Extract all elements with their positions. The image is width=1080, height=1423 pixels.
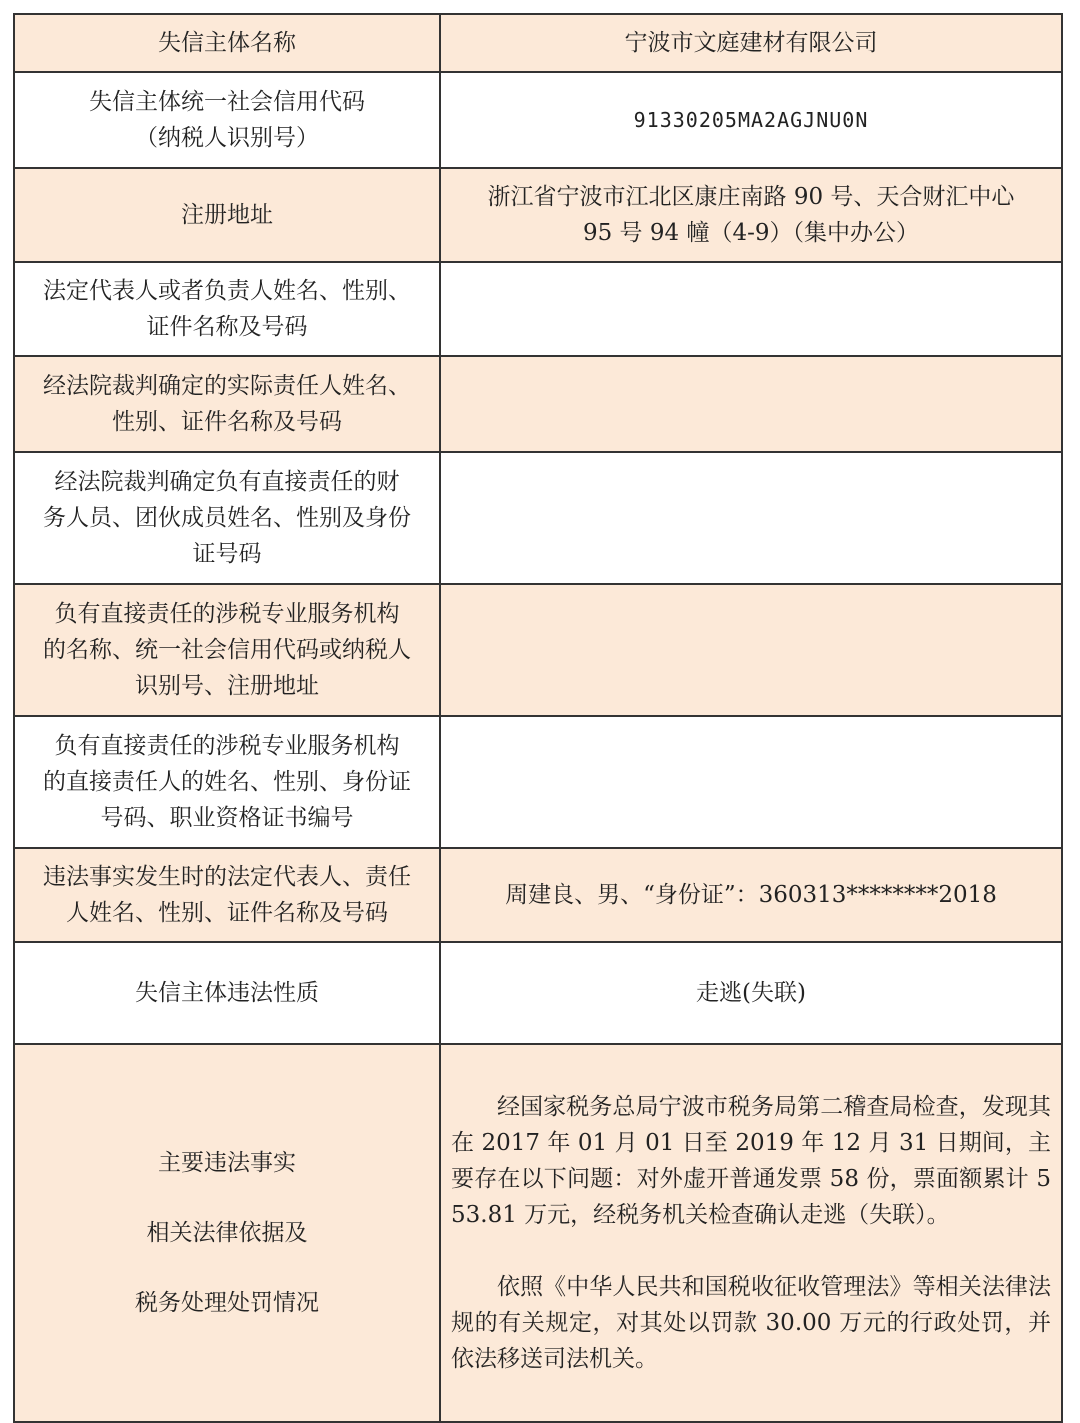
row-value-main-facts [440,1044,1062,1422]
row-value-service-agency [440,584,1062,716]
row-label-credit-code: 失信主体统一社会信用代码 （纳税人识别号） [14,72,440,168]
table-row [14,584,1062,716]
row-value-actual-responsible-person [440,356,1062,452]
row-label-main-facts [14,1044,440,1422]
table-row [14,452,1062,584]
taxpayer-info-table [13,13,1063,1423]
row-value-finance-staff [440,452,1062,584]
row-label-legal-representative: 法定代表人或者负责人姓名、性别、 证件名称及号码 [14,262,440,356]
label-main-facts: 主要违法事实 [158,1150,296,1176]
main-facts-label-group [23,1145,431,1321]
table-row [14,716,1062,848]
row-label-service-agency: 负有直接责任的涉税专业服务机构 的名称、统一社会信用代码或纳税人 识别号、注册地址 [14,584,440,716]
row-value-agency-responsible-person [440,716,1062,848]
row-value-credit-code [440,72,1062,168]
table-row [14,14,1062,72]
row-value-registered-address: 浙江省宁波市江北区康庄南路 90 号、天合财汇中心 95 号 94 幢（4-9）（集中办公） [440,168,1062,262]
row-value-violation-representative: 周建良、男、“身份证”：360313********2018 [440,848,1062,942]
row-label-agency-responsible-person: 负有直接责任的涉税专业服务机构 的直接责任人的姓名、性别、身份证 号码、职业资格证书编号 [14,716,440,848]
facts-paragraph-findings: 经国家税务总局宁波市税务局第二稽查局检查，发现其在 2017 年 01 月 01 日至 2019 年 12 月 31 日期间，主要存在以下问题：对外虚开普通发票 58 份，票面额累计 553.81 万元，经税务机关检查确认走逃（失联）。 [451,1094,1051,1228]
table-row [14,72,1062,168]
label-legal-basis: 相关法律依据及 [146,1220,308,1246]
row-label-registered-address: 注册地址 [14,168,440,262]
row-label-finance-staff: 经法院裁判确定负有直接责任的财 务人员、团伙成员姓名、性别及身份 证号码 [14,452,440,584]
label-penalty-handling: 税务处理处罚情况 [135,1290,319,1316]
table-row-facts [14,1044,1062,1422]
row-label-violation-nature: 失信主体违法性质 [14,942,440,1044]
credit-code-text: 91330205MA2AGJNU0N [633,108,869,132]
table-row [14,356,1062,452]
table-row [14,168,1062,262]
row-value-legal-representative [440,262,1062,356]
table-row [14,262,1062,356]
row-label-entity-name: 失信主体名称 [14,14,440,72]
table-row [14,942,1062,1044]
table-row [14,848,1062,942]
row-label-violation-representative: 违法事实发生时的法定代表人、责任 人姓名、性别、证件名称及号码 [14,848,440,942]
row-value-violation-nature: 走逃(失联) [440,942,1062,1044]
row-label-actual-responsible-person: 经法院裁判确定的实际责任人姓名、 性别、证件名称及号码 [14,356,440,452]
facts-paragraph-penalty: 依照《中华人民共和国税收征收管理法》等相关法律法规的有关规定，对其处以罚款 30.00 万元的行政处罚，并依法移送司法机关。 [451,1274,1051,1372]
row-value-entity-name: 宁波市文庭建材有限公司 [440,14,1062,72]
